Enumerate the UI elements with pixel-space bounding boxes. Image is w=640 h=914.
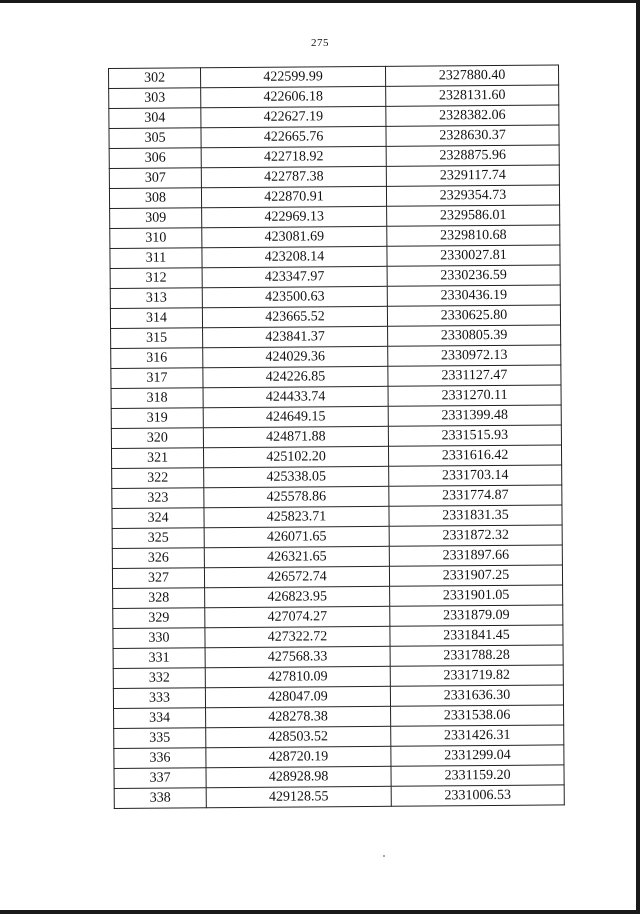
point-number-cell: 313 <box>110 288 202 309</box>
y-coordinate-cell: 2331538.06 <box>391 705 564 726</box>
table-row <box>110 245 560 269</box>
page-number: 275 <box>311 37 329 49</box>
table-row <box>114 765 564 789</box>
x-coordinate-cell: 428503.52 <box>206 726 391 747</box>
x-coordinate-cell: 422599.99 <box>201 66 386 87</box>
x-coordinate-cell: 427810.09 <box>205 666 390 687</box>
y-coordinate-cell: 2331399.48 <box>388 405 561 426</box>
point-number-cell: 320 <box>111 428 203 449</box>
table-row <box>109 105 559 129</box>
x-coordinate-cell: 422787.38 <box>201 166 386 187</box>
point-number-cell: 337 <box>114 768 206 789</box>
x-coordinate-cell: 424649.15 <box>203 406 388 427</box>
y-coordinate-cell: 2329586.01 <box>387 205 560 226</box>
x-coordinate-cell: 427074.27 <box>205 606 390 627</box>
table-row <box>109 125 559 149</box>
point-number-cell: 303 <box>109 88 201 109</box>
table-row <box>109 145 559 169</box>
y-coordinate-cell: 2331788.28 <box>390 645 563 666</box>
table-row <box>109 85 559 109</box>
table-row <box>112 525 562 549</box>
table-row <box>113 645 563 669</box>
x-coordinate-cell: 425338.05 <box>204 466 389 487</box>
x-coordinate-cell: 423500.63 <box>202 286 387 307</box>
point-number-cell: 319 <box>111 408 203 429</box>
x-coordinate-cell: 425578.86 <box>204 486 389 507</box>
point-number-cell: 317 <box>111 368 203 389</box>
point-number-cell: 304 <box>109 108 201 129</box>
table-row <box>114 745 564 769</box>
x-coordinate-cell: 425823.71 <box>204 506 389 527</box>
point-number-cell: 329 <box>113 608 205 629</box>
x-coordinate-cell: 422627.19 <box>201 106 386 127</box>
y-coordinate-cell: 2329354.73 <box>386 185 559 206</box>
y-coordinate-cell: 2331831.35 <box>389 505 562 526</box>
y-coordinate-cell: 2328875.96 <box>386 145 559 166</box>
y-coordinate-cell: 2331426.31 <box>391 725 564 746</box>
y-coordinate-cell: 2331636.30 <box>390 685 563 706</box>
point-number-cell: 325 <box>112 528 204 549</box>
x-coordinate-cell: 423208.14 <box>202 246 387 267</box>
y-coordinate-cell: 2331901.05 <box>390 585 563 606</box>
coordinate-table-body <box>109 65 565 809</box>
table-row <box>113 625 563 649</box>
x-coordinate-cell: 425102.20 <box>203 446 388 467</box>
table-row <box>113 585 563 609</box>
x-coordinate-cell: 427322.72 <box>205 626 390 647</box>
coordinate-table <box>108 64 565 809</box>
y-coordinate-cell: 2328382.06 <box>386 105 559 126</box>
point-number-cell: 314 <box>110 308 202 329</box>
x-coordinate-cell: 426321.65 <box>204 546 389 567</box>
y-coordinate-cell: 2331897.66 <box>389 545 562 566</box>
point-number-cell: 318 <box>111 388 203 409</box>
point-number-cell: 331 <box>113 648 205 669</box>
table-row <box>114 785 564 809</box>
point-number-cell: 324 <box>112 508 204 529</box>
x-coordinate-cell: 422969.13 <box>202 206 387 227</box>
y-coordinate-cell: 2331907.25 <box>389 565 562 586</box>
x-coordinate-cell: 422606.18 <box>201 86 386 107</box>
x-coordinate-cell: 428047.09 <box>205 686 390 707</box>
y-coordinate-cell: 2331879.09 <box>390 605 563 626</box>
point-number-cell: 332 <box>113 668 205 689</box>
table-row <box>112 465 562 489</box>
x-coordinate-cell: 426071.65 <box>204 526 389 547</box>
y-coordinate-cell: 2331299.04 <box>391 745 564 766</box>
x-coordinate-cell: 422665.76 <box>201 126 386 147</box>
x-coordinate-cell: 423665.52 <box>202 306 387 327</box>
y-coordinate-cell: 2331127.47 <box>388 365 561 386</box>
y-coordinate-cell: 2330625.80 <box>387 305 560 326</box>
point-number-cell: 302 <box>109 68 201 89</box>
table-row <box>114 725 564 749</box>
point-number-cell: 312 <box>110 268 202 289</box>
point-number-cell: 327 <box>112 568 204 589</box>
table-row <box>112 505 562 529</box>
point-number-cell: 336 <box>114 748 206 769</box>
y-coordinate-cell: 2331159.20 <box>391 765 564 786</box>
point-number-cell: 335 <box>114 728 206 749</box>
point-number-cell: 333 <box>113 688 205 709</box>
y-coordinate-cell: 2329117.74 <box>386 165 559 186</box>
table-row <box>110 305 560 329</box>
x-coordinate-cell: 426823.95 <box>205 586 390 607</box>
x-coordinate-cell: 427568.33 <box>205 646 390 667</box>
y-coordinate-cell: 2331703.14 <box>389 465 562 486</box>
table-row <box>109 65 559 89</box>
y-coordinate-cell: 2331872.32 <box>389 525 562 546</box>
point-number-cell: 316 <box>111 348 203 369</box>
x-coordinate-cell: 426572.74 <box>204 566 389 587</box>
table-row <box>113 665 563 689</box>
y-coordinate-cell: 2331719.82 <box>390 665 563 686</box>
x-coordinate-cell: 424226.85 <box>203 366 388 387</box>
scan-border-top <box>0 0 640 3</box>
table-row <box>111 445 561 469</box>
point-number-cell: 328 <box>113 588 205 609</box>
table-row <box>110 205 560 229</box>
scan-border-right <box>636 0 640 914</box>
x-coordinate-cell: 423081.69 <box>202 226 387 247</box>
point-number-cell: 308 <box>109 188 201 209</box>
point-number-cell: 309 <box>110 208 202 229</box>
scan-border-bottom <box>0 910 640 914</box>
point-number-cell: 338 <box>114 788 206 809</box>
y-coordinate-cell: 2328131.60 <box>386 85 559 106</box>
table-row <box>111 345 561 369</box>
y-coordinate-cell: 2327880.40 <box>385 65 558 86</box>
y-coordinate-cell: 2331006.53 <box>391 785 564 806</box>
table-row <box>112 565 562 589</box>
point-number-cell: 322 <box>112 468 204 489</box>
table-row <box>109 185 559 209</box>
y-coordinate-cell: 2329810.68 <box>387 225 560 246</box>
y-coordinate-cell: 2331616.42 <box>388 445 561 466</box>
point-number-cell: 321 <box>111 448 203 469</box>
table-row <box>112 485 562 509</box>
scan-speck <box>383 855 385 857</box>
y-coordinate-cell: 2330805.39 <box>388 325 561 346</box>
table-row <box>110 225 560 249</box>
table-row <box>111 385 561 409</box>
table-row <box>114 705 564 729</box>
y-coordinate-cell: 2330972.13 <box>388 345 561 366</box>
y-coordinate-cell: 2328630.37 <box>386 125 559 146</box>
x-coordinate-cell: 422870.91 <box>201 186 386 207</box>
table-row <box>111 405 561 429</box>
table-row <box>113 605 563 629</box>
x-coordinate-cell: 423347.97 <box>202 266 387 287</box>
y-coordinate-cell: 2331841.45 <box>390 625 563 646</box>
y-coordinate-cell: 2330436.19 <box>387 285 560 306</box>
table-row <box>111 425 561 449</box>
y-coordinate-cell: 2330236.59 <box>387 265 560 286</box>
x-coordinate-cell: 422718.92 <box>201 146 386 167</box>
table-row <box>113 685 563 709</box>
table-row <box>110 285 560 309</box>
x-coordinate-cell: 429128.55 <box>206 786 391 807</box>
y-coordinate-cell: 2331774.87 <box>389 485 562 506</box>
table-row <box>111 365 561 389</box>
y-coordinate-cell: 2331515.93 <box>388 425 561 446</box>
table-row <box>110 265 560 289</box>
point-number-cell: 311 <box>110 248 202 269</box>
x-coordinate-cell: 428720.19 <box>206 746 391 767</box>
point-number-cell: 326 <box>112 548 204 569</box>
point-number-cell: 334 <box>114 708 206 729</box>
table-row <box>109 165 559 189</box>
table-row <box>111 325 561 349</box>
point-number-cell: 310 <box>110 228 202 249</box>
point-number-cell: 315 <box>111 328 203 349</box>
point-number-cell: 330 <box>113 628 205 649</box>
point-number-cell: 323 <box>112 488 204 509</box>
point-number-cell: 307 <box>109 168 201 189</box>
table-row <box>112 545 562 569</box>
y-coordinate-cell: 2330027.81 <box>387 245 560 266</box>
x-coordinate-cell: 428928.98 <box>206 766 391 787</box>
x-coordinate-cell: 423841.37 <box>203 326 388 347</box>
x-coordinate-cell: 424029.36 <box>203 346 388 367</box>
y-coordinate-cell: 2331270.11 <box>388 385 561 406</box>
point-number-cell: 306 <box>109 148 201 169</box>
coordinate-table-container <box>108 64 564 809</box>
point-number-cell: 305 <box>109 128 201 149</box>
x-coordinate-cell: 424433.74 <box>203 386 388 407</box>
x-coordinate-cell: 428278.38 <box>206 706 391 727</box>
x-coordinate-cell: 424871.88 <box>203 426 388 447</box>
